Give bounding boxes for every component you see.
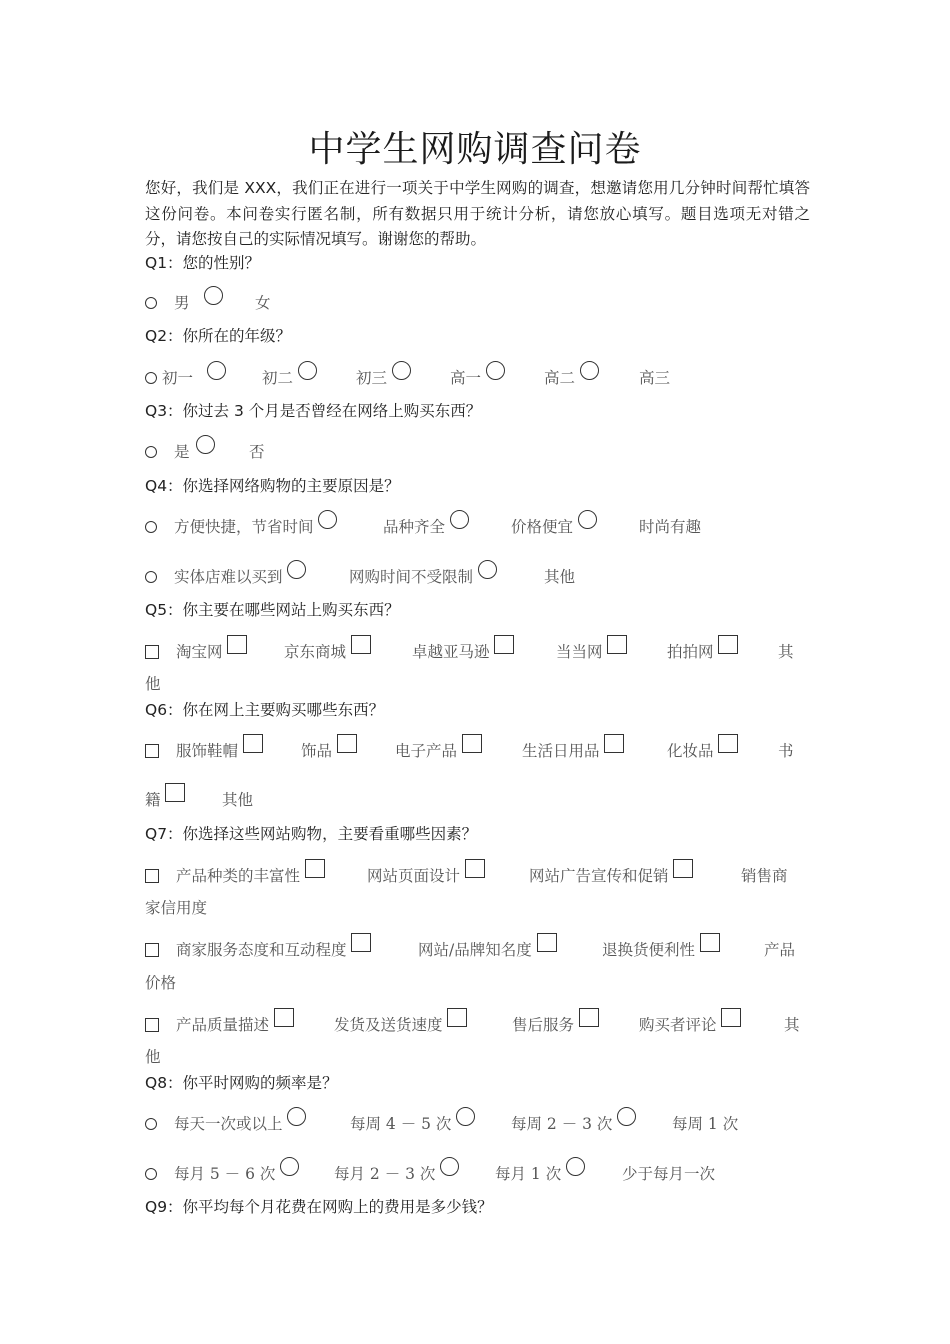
q5-option-3[interactable]: 卓越亚马逊 [412,639,514,665]
radio-icon[interactable] [298,361,317,380]
checkbox-icon[interactable] [274,1008,294,1027]
q8-option-3[interactable]: 每周 2 － 3 次 [511,1111,636,1137]
question-9: Q9：你平均每个月花费在网购上的费用是多少钱？ [145,1198,493,1216]
checkbox-icon[interactable] [607,635,627,654]
checkbox-icon[interactable] [145,744,159,758]
question-2: Q2：你所在的年级？ [145,327,292,345]
q6-option-5[interactable]: 化妆品 [667,738,738,764]
checkbox-icon[interactable] [700,933,720,952]
radio-icon[interactable] [287,560,306,579]
q7-option-3[interactable]: 网站广告宣传和促销 [529,863,693,889]
q6-options-line1 [145,738,805,764]
radio-icon[interactable] [580,361,599,380]
q5-option-4[interactable]: 当当网 [556,639,627,665]
checkbox-icon[interactable] [718,635,738,654]
q8-option-5[interactable]: 每月 5 － 6 次 [145,1161,299,1187]
q4-options-line2 [145,564,805,590]
q7-option-10[interactable]: 发货及送货速度 [334,1012,467,1038]
q8-option-2[interactable]: 每周 4 － 5 次 [350,1111,475,1137]
q7-option-8: 产品 [764,941,796,959]
checkbox-icon[interactable] [604,734,624,753]
q7-options-line3 [145,1012,805,1038]
q6-option-6-wrap[interactable]: 籍 [145,787,185,813]
checkbox-icon[interactable] [227,635,247,654]
radio-icon[interactable] [318,510,337,529]
q8-options-line1 [145,1111,805,1137]
q7-option-13-wrap: 他 [145,1048,161,1066]
q2-option-2[interactable]: 初二 [262,365,317,391]
checkbox-icon[interactable] [145,869,159,883]
radio-icon[interactable] [450,510,469,529]
q6-option-4[interactable]: 生活日用品 [522,738,624,764]
radio-icon[interactable] [478,560,497,579]
q7-option-8-wrap: 价格 [145,974,177,992]
radio-icon[interactable] [145,571,157,583]
radio-icon[interactable] [280,1157,299,1176]
q7-option-4-wrap: 家信用度 [145,899,208,917]
q4-option-3[interactable]: 价格便宜 [511,514,597,540]
radio-icon[interactable] [578,510,597,529]
question-1: Q1：您的性别？ [145,254,261,272]
radio-icon[interactable] [440,1157,459,1176]
q5-option-6-wrap: 他 [145,675,161,693]
q4-option-5[interactable]: 实体店难以买到 [145,564,306,590]
checkbox-icon[interactable] [721,1008,741,1027]
question-4: Q4：你选择网络购物的主要原因是？ [145,477,400,495]
radio-icon[interactable] [145,1168,157,1180]
q1-option-male[interactable]: 男 [145,290,223,316]
q1-options [145,290,805,316]
q7-option-5[interactable]: 商家服务态度和互动程度 [145,937,371,963]
checkbox-icon[interactable] [145,943,159,957]
q7-options-line1 [145,863,805,889]
q2-option-4[interactable]: 高一 [450,365,505,391]
page-title: 中学生网购调查问卷 [308,129,642,170]
q3-option-yes[interactable]: 是 [145,439,215,465]
question-6: Q6：你在网上主要购买哪些东西？ [145,701,385,719]
q7-option-13: 其 [784,1016,800,1034]
q5-option-5[interactable]: 拍拍网 [667,639,738,665]
question-8: Q8：你平时网购的频率是？ [145,1074,338,1092]
radio-icon[interactable] [145,372,157,384]
q4-options-line1 [145,514,805,540]
q4-option-2[interactable]: 品种齐全 [383,514,469,540]
checkbox-icon[interactable] [579,1008,599,1027]
q7-options-line2 [145,937,805,963]
q7-option-11[interactable]: 售后服务 [512,1012,599,1038]
checkbox-icon[interactable] [447,1008,467,1027]
q5-options [145,639,805,665]
intro-paragraph: 您好，我们是 XXX，我们正在进行一项关于中学生网购的调查，想邀请您用几分钟时间帮忙填答这份问卷。本问卷实行匿名制，所有数据只用于统计分析，请您放心填写。题目选项无对错之分，请您按自己的实际情况填写。谢谢您的帮助。 [145,179,810,248]
q4-option-1[interactable]: 方便快捷，节省时间 [145,514,337,540]
radio-icon[interactable] [566,1157,585,1176]
q6-option-6: 书 [778,742,794,760]
checkbox-icon[interactable] [465,859,485,878]
q3-option-no: 否 [249,443,265,461]
q6-options-line2 [145,787,805,813]
checkbox-icon[interactable] [351,933,371,952]
q5-option-6: 其 [778,643,794,661]
checkbox-icon[interactable] [351,635,371,654]
q2-option-5[interactable]: 高二 [544,365,599,391]
q6-option-7: 其他 [222,791,254,809]
checkbox-icon[interactable] [673,859,693,878]
radio-icon[interactable] [204,286,223,305]
radio-icon[interactable] [287,1107,306,1126]
radio-icon[interactable] [207,361,226,380]
q6-option-2[interactable]: 饰品 [301,738,357,764]
q8-options-line2 [145,1161,805,1187]
q7-option-7[interactable]: 退换货便利性 [602,937,720,963]
q8-option-6[interactable]: 每月 2 － 3 次 [334,1161,459,1187]
q4-option-4: 时尚有趣 [639,518,702,536]
radio-icon[interactable] [486,361,505,380]
q6-option-1[interactable]: 服饰鞋帽 [145,738,263,764]
radio-icon[interactable] [145,1118,157,1130]
checkbox-icon[interactable] [718,734,738,753]
checkbox-icon[interactable] [337,734,357,753]
q4-option-7: 其他 [544,568,576,586]
q1-option-female: 女 [255,294,271,312]
checkbox-icon[interactable] [145,645,159,659]
q7-option-9[interactable]: 产品质量描述 [145,1012,294,1038]
q5-option-1[interactable]: 淘宝网 [145,639,247,665]
checkbox-icon[interactable] [165,783,185,802]
q3-options [145,439,805,465]
radio-icon[interactable] [392,361,411,380]
q8-option-1[interactable]: 每天一次或以上 [145,1111,306,1137]
q2-option-3[interactable]: 初三 [356,365,411,391]
q2-option-6: 高三 [639,369,671,387]
checkbox-icon[interactable] [243,734,263,753]
q7-option-1[interactable]: 产品种类的丰富性 [145,863,325,889]
q7-option-2[interactable]: 网站页面设计 [367,863,485,889]
q2-option-1[interactable]: 初一 [145,365,226,391]
question-5: Q5：你主要在哪些网站上购买东西？ [145,601,400,619]
q8-option-7[interactable]: 每月 1 次 [495,1161,585,1187]
checkbox-icon[interactable] [537,933,557,952]
checkbox-icon[interactable] [305,859,325,878]
radio-icon[interactable] [456,1107,475,1126]
question-3: Q3：你过去 3 个月是否曾经在网络上购买东西？ [145,402,482,420]
q6-option-3[interactable]: 电子产品 [395,738,482,764]
radio-icon[interactable] [145,521,157,533]
question-7: Q7：你选择这些网站购物，主要看重哪些因素？ [145,825,478,843]
checkbox-icon[interactable] [145,1018,159,1032]
radio-icon[interactable] [145,446,157,458]
checkbox-icon[interactable] [494,635,514,654]
radio-icon[interactable] [196,435,215,454]
q8-option-4: 每周 1 次 [672,1115,739,1133]
radio-icon[interactable] [617,1107,636,1126]
q5-option-2[interactable]: 京东商城 [284,639,371,665]
q2-options [145,365,805,391]
q4-option-6[interactable]: 网购时间不受限制 [349,564,497,590]
q7-option-6[interactable]: 网站/品牌知名度 [418,937,557,963]
radio-icon[interactable] [145,297,157,309]
checkbox-icon[interactable] [462,734,482,753]
q7-option-12[interactable]: 购买者评论 [639,1012,741,1038]
q8-option-8: 少于每月一次 [622,1165,716,1183]
q7-option-4: 销售商 [741,867,788,885]
